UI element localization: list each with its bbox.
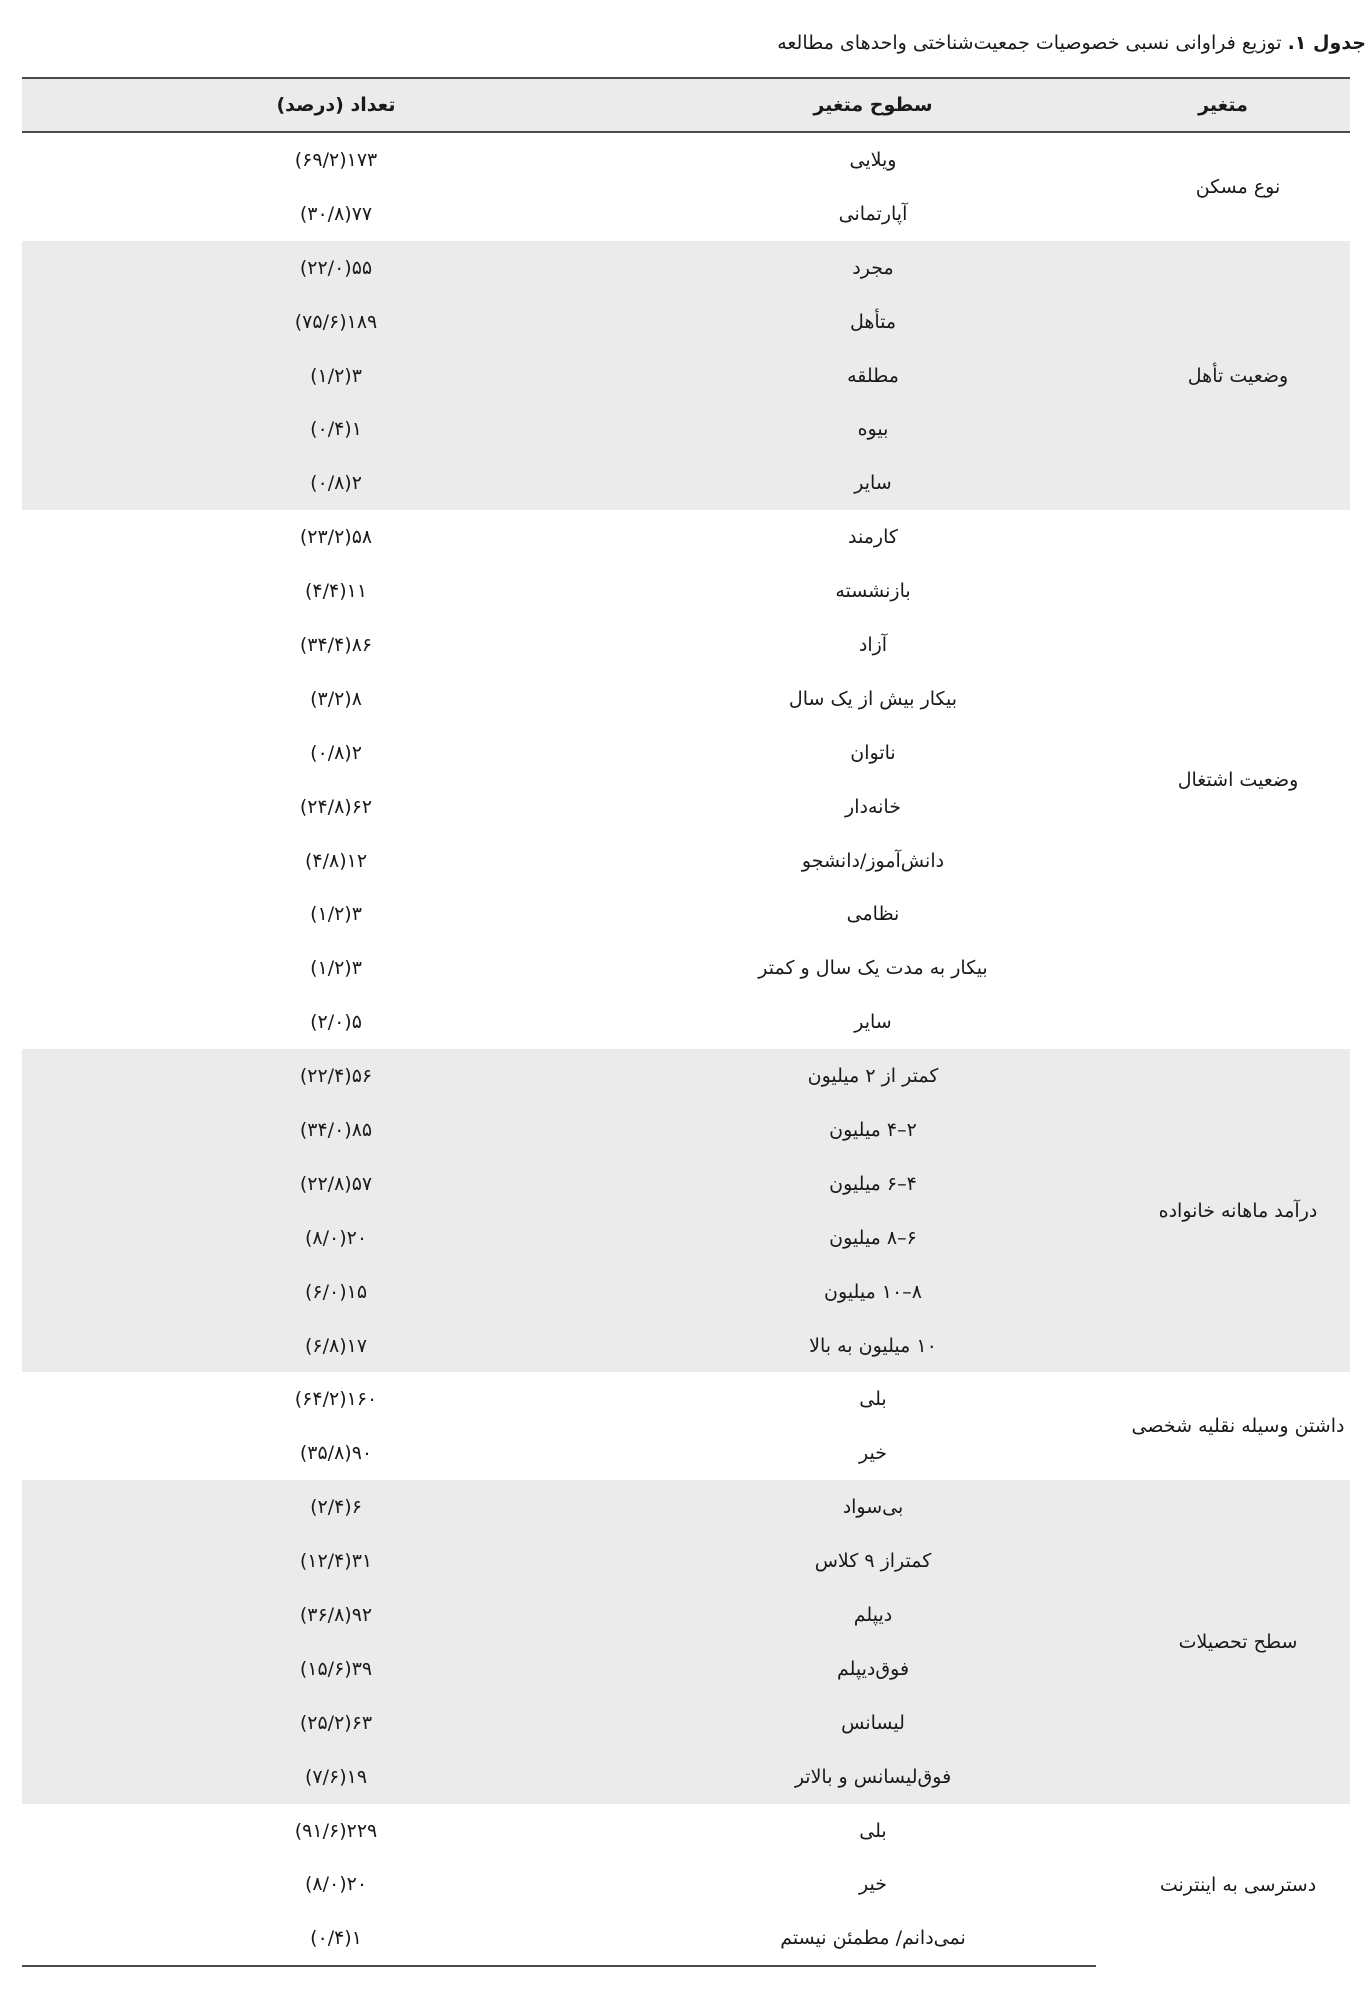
caption-text: توزیع فراوانی نسبی خصوصیات جمعیت‌شناختی واحدهای مطالعه — [777, 32, 1282, 54]
variable-cell: نوع مسکن — [1195, 175, 1281, 198]
level-cell: بی‌سواد — [650, 1480, 1096, 1534]
table-group — [22, 132, 1350, 241]
header-levels: سطوح متغیر — [650, 78, 1096, 132]
count-cell: ۱۶۰(۶۴/۲) — [294, 1388, 378, 1411]
level-cell: مطلقه — [650, 349, 1096, 403]
count-cell: ۷۷(۳۰/۸) — [299, 202, 373, 225]
header-count: تعداد (درصد) — [22, 78, 650, 132]
level-cell: دانش‌آموز/دانشجو — [801, 849, 945, 872]
level-cell: کارمند — [848, 526, 898, 549]
caption-label: جدول ۱. — [1287, 32, 1366, 54]
count-cell: ۳(۱/۲) — [310, 957, 362, 980]
count-cell: ۳۱(۱۲/۴) — [22, 1534, 650, 1588]
count-cell: ۲۰(۸/۰) — [304, 1873, 368, 1896]
count-cell: ۲(۰/۸) — [310, 741, 362, 764]
level-cell: متأهل — [650, 295, 1096, 349]
table-group — [22, 1480, 1350, 1803]
variable-cell: وضعیت اشتغال — [1177, 768, 1299, 791]
level-cell: ۲–۴ میلیون — [650, 1103, 1096, 1157]
variable-cell: داشتن وسیله نقلیه شخصی — [1131, 1415, 1345, 1438]
variable-cell: درآمد ماهانه خانواده — [1096, 1049, 1350, 1372]
variable-cell: دسترسی به اینترنت — [1159, 1873, 1317, 1896]
count-cell: ۲۲۹(۹۱/۶) — [294, 1819, 378, 1842]
count-cell: ۱۸۹(۷۵/۶) — [22, 295, 650, 349]
demographics-table-container — [22, 77, 1350, 1967]
table-row — [22, 1804, 1350, 1858]
level-cell: سایر — [854, 1011, 892, 1034]
count-cell: ۱۷۳(۶۹/۲) — [294, 148, 378, 171]
level-cell: دیپلم — [650, 1588, 1096, 1642]
level-cell: ناتوان — [850, 741, 896, 764]
level-cell: بلی — [859, 1388, 887, 1411]
count-cell: ۱۲(۴/۸) — [304, 849, 368, 872]
header-variable: متغیر — [1096, 78, 1350, 132]
count-cell: ۳۹(۱۵/۶) — [22, 1642, 650, 1696]
level-cell: بیوه — [650, 402, 1096, 456]
demographics-table — [22, 77, 1350, 1967]
count-cell: ۱۹(۷/۶) — [22, 1750, 650, 1804]
count-cell: ۱(۰/۴) — [22, 402, 650, 456]
count-cell: ۳(۱/۲) — [22, 349, 650, 403]
table-row — [22, 132, 1350, 187]
count-cell: ۸۵(۳۴/۰) — [22, 1103, 650, 1157]
level-cell: فوق‌لیسانس و بالاتر — [650, 1750, 1096, 1804]
count-cell: ۱۷(۶/۸) — [22, 1319, 650, 1373]
table-group — [22, 1804, 1350, 1967]
level-cell: بازنشسته — [835, 580, 911, 603]
level-cell: ۴–۶ میلیون — [650, 1157, 1096, 1211]
level-cell: بیکار به مدت یک سال و کمتر — [758, 957, 988, 980]
level-cell: ۶–۸ میلیون — [650, 1211, 1096, 1265]
level-cell: آپارتمانی — [838, 202, 908, 225]
table-group — [22, 241, 1350, 510]
count-cell: ۱۱(۴/۴) — [304, 580, 368, 603]
table-row — [22, 1049, 1350, 1103]
level-cell: نمی‌دانم/ مطمئن نیستم — [650, 1911, 1096, 1966]
count-cell: ۹۲(۳۶/۸) — [22, 1588, 650, 1642]
count-cell: ۹۰(۳۵/۸) — [299, 1442, 373, 1465]
count-cell: ۳(۱/۲) — [310, 903, 362, 926]
count-cell: ۵۶(۲۲/۴) — [22, 1049, 650, 1103]
level-cell: مجرد — [650, 241, 1096, 295]
count-cell: ۶(۲/۴) — [22, 1480, 650, 1534]
variable-cell: سطح تحصیلات — [1096, 1480, 1350, 1803]
table-row — [22, 1372, 1350, 1426]
level-cell: آزاد — [858, 633, 888, 656]
level-cell: کمتراز ۹ کلاس — [650, 1534, 1096, 1588]
variable-cell: وضعیت تأهل — [1096, 241, 1350, 510]
count-cell: ۵۵(۲۲/۰) — [22, 241, 650, 295]
count-cell: ۲۰(۸/۰) — [22, 1211, 650, 1265]
level-cell: نظامی — [846, 903, 900, 926]
count-cell: ۵(۲/۰) — [310, 1011, 362, 1034]
table-row — [22, 1480, 1350, 1534]
table-row — [22, 510, 1350, 564]
level-cell: خیر — [859, 1873, 887, 1896]
level-cell: بیکار بیش از یک سال — [788, 687, 958, 710]
count-cell: ۶۲(۲۴/۸) — [299, 795, 373, 818]
count-cell: ۱۵(۶/۰) — [22, 1265, 650, 1319]
header-row — [22, 78, 1350, 132]
count-cell: ۱(۰/۴) — [22, 1911, 650, 1966]
level-cell: ۱۰ میلیون به بالا — [650, 1319, 1096, 1373]
table-group — [22, 1049, 1350, 1372]
count-cell: ۲(۰/۸) — [22, 456, 650, 510]
level-cell: ویلایی — [849, 148, 897, 171]
level-cell: سایر — [650, 456, 1096, 510]
table-row — [22, 241, 1350, 295]
level-cell: خیر — [859, 1442, 887, 1465]
count-cell: ۸۶(۳۴/۴) — [299, 633, 373, 656]
level-cell: خانه‌دار — [845, 795, 901, 818]
count-cell: ۸(۳/۲) — [310, 687, 362, 710]
level-cell: کمتر از ۲ میلیون — [650, 1049, 1096, 1103]
table-header — [22, 78, 1350, 132]
count-cell: ۵۷(۲۲/۸) — [22, 1157, 650, 1211]
table-caption — [20, 26, 1366, 60]
count-cell: ۵۸(۲۳/۲) — [299, 526, 373, 549]
level-cell: بلی — [859, 1819, 887, 1842]
count-cell: ۶۳(۲۵/۲) — [22, 1696, 650, 1750]
table-group — [22, 510, 1350, 1049]
level-cell: لیسانس — [650, 1696, 1096, 1750]
level-cell: فوق‌دیپلم — [650, 1642, 1096, 1696]
table-group — [22, 1372, 1350, 1480]
level-cell: ۸–۱۰ میلیون — [650, 1265, 1096, 1319]
